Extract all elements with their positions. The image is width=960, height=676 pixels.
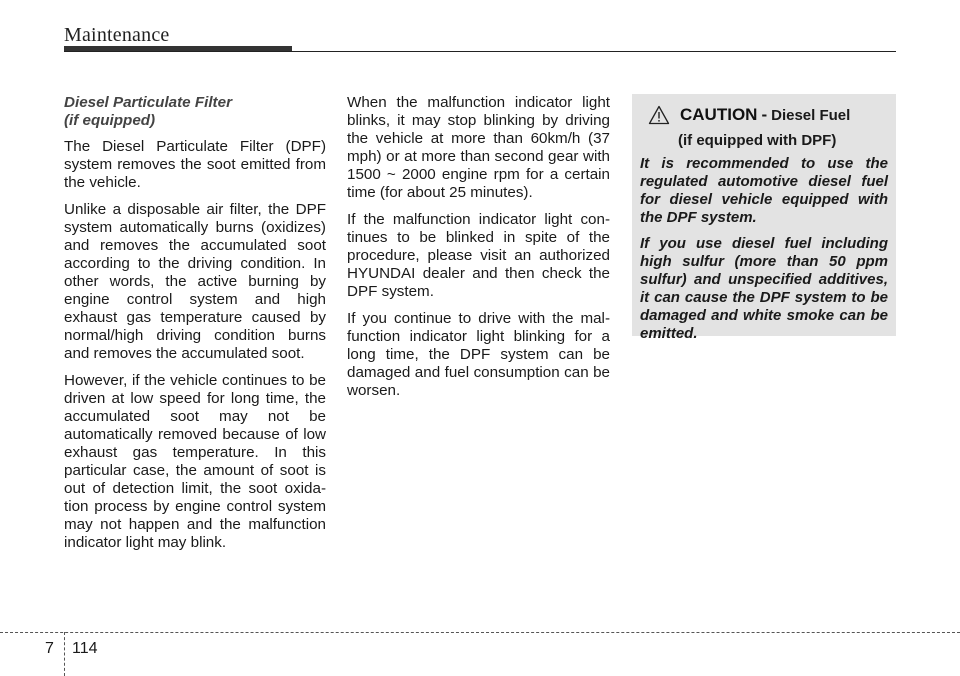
middle-paragraph-3: If you continue to drive with the malfunction indicator light blinking for a long time, the DPF system can be damaged and fuel consumption can be worsen. — [347, 310, 610, 399]
left-paragraph-3: However, if the vehicle continues to be driven at low speed for long time, the accumulated soot may not be automatically removed because of low exhaust gas temperature. In this particular case, the amount of soot is out of detection limit, the soot oxidation process by engine control system may not happen and the malfunction indicator light may blink. — [64, 372, 326, 551]
middle-paragraph-2: If the malfunction indicator light continues to be blinked in spite of the procedure, please visit an authorized HYUNDAI dealer and then check the DPF system. — [347, 211, 610, 300]
header-rule — [64, 51, 896, 52]
caution-subject: Diesel Fuel — [771, 106, 851, 124]
section-heading-line2: (if equipped) — [64, 112, 156, 129]
left-paragraph-2: Unlike a disposable air filter, the DPF system automatically burns (oxidizes) and removes the accumulated soot according to the driving condition. In other words, the active burning by engine control system and high exhaust gas temperature caused by normal/high driving condition burns and removes the accumulated soot. — [64, 201, 326, 362]
caution-box — [632, 94, 896, 342]
middle-paragraph-1: When the malfunction indicator light blinks, it may stop blinking by driving the vehicle at more than 60km/h (37 mph) or at more than second gear with 1500 ~ 2000 engine rpm for a certain time (for about 25 minutes). — [347, 94, 610, 201]
footer-divider — [64, 632, 65, 676]
caution-label: CAUTION — [680, 105, 758, 124]
section-heading-line1: Diesel Particulate Filter — [64, 94, 232, 111]
caution-dash: - — [761, 105, 768, 124]
header-title: Maintenance — [64, 24, 170, 46]
caution-subtitle: (if equipped with DPF) — [678, 132, 837, 149]
page-number: 114 — [72, 640, 98, 657]
footer-rule — [0, 632, 960, 633]
middle-column — [347, 94, 610, 409]
page-section-number: 7 — [45, 640, 54, 657]
caution-header — [648, 104, 888, 126]
left-column — [64, 94, 326, 561]
left-paragraph-1: The Diesel Particulate Filter (DPF) system removes the soot emitted from the vehicle. — [64, 138, 326, 191]
warning-triangle-icon — [648, 105, 670, 125]
caution-paragraph-2: If you use diesel fuel including high sulfur (more than 50 ppm sulfur) and unspecified additives, it can cause the DPF system to be damaged and white smoke can be emitted. — [640, 235, 888, 342]
section-heading — [64, 94, 326, 130]
caution-paragraph-1: It is recommended to use the regulated automotive diesel fuel for diesel vehicle equipped with the DPF system. — [640, 155, 888, 226]
